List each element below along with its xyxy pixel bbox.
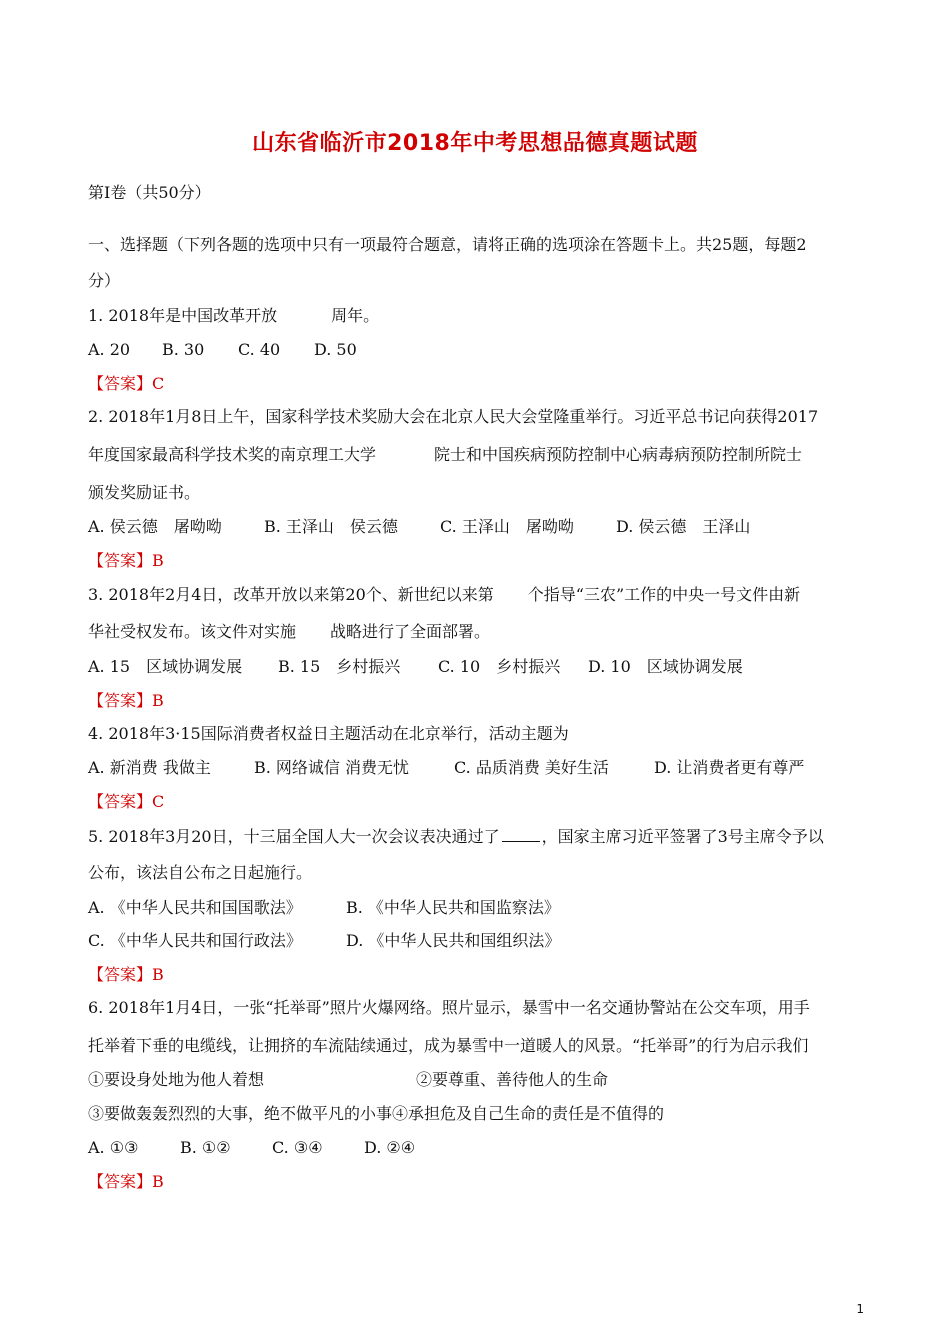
question-3-option-d: D. 10 区域协调发展: [588, 657, 743, 676]
answer-label: 【答案】: [88, 374, 153, 393]
answer-label: 【答案】: [88, 691, 153, 710]
question-6-option-d: D. ②④: [364, 1138, 416, 1157]
question-1-option-d: D. 50: [314, 340, 357, 359]
question-4-answer: [88, 791, 164, 813]
question-2-option-a: A. 侯云德 屠呦呦: [88, 517, 222, 536]
answer-value: C: [152, 792, 165, 811]
question-2-answer: [88, 550, 164, 572]
question-3-line-2b: 战略进行了全面部署。: [330, 622, 491, 641]
question-4-option-b: B. 网络诚信 消费无忧: [254, 758, 410, 777]
question-4-option-d: D. 让消费者更有尊严: [654, 758, 805, 777]
answer-label: 【答案】: [88, 551, 153, 570]
question-2-line-3: 颁发奖励证书。: [88, 483, 201, 502]
section-heading: 第Ⅰ卷（共50分）: [88, 183, 211, 202]
question-5-option-b: B. 《中华人民共和国监察法》: [346, 898, 560, 917]
instructions-line-2: 分）: [88, 271, 121, 290]
answer-value: C: [152, 374, 165, 393]
question-3-line-1b: 个指导“三农”工作的中央一号文件由新: [527, 585, 801, 604]
question-2-option-d: D. 侯云德 王泽山: [616, 517, 751, 536]
question-3-option-a: A. 15 区域协调发展: [88, 657, 243, 676]
question-1-answer: [88, 373, 164, 395]
question-2-line-2a: 年度国家最高科学技术奖的南京理工大学: [88, 445, 377, 464]
question-5-line-1b: ，国家主席习近平签署了3号主席令予以: [541, 827, 824, 846]
question-3-line-1: [88, 584, 800, 606]
page-number: 1: [856, 1302, 864, 1316]
question-5-option-d: D. 《中华人民共和国组织法》: [346, 931, 561, 950]
question-4-line-1: 4. 2018年3·15国际消费者权益日主题活动在北京举行，活动主题为: [88, 724, 569, 743]
question-2-line-2b: 院士和中国疾病预防控制中心病毒病预防控制所院士: [434, 445, 803, 464]
question-5-line-2: 公布，该法自公布之日起施行。: [88, 863, 313, 882]
question-3-line-1a: 3. 2018年2月4日，改革开放以来第20个、新世纪以来第: [88, 585, 494, 604]
question-6-answer: [88, 1171, 164, 1193]
question-2-option-c: C. 王泽山 屠呦呦: [440, 517, 574, 536]
question-5-option-a: A. 《中华人民共和国国歌法》: [88, 898, 302, 917]
question-2-line-2: [88, 444, 802, 466]
instructions-line-1: 一、选择题（下列各题的选项中只有一项最符合题意，请将正确的选项涂在答题卡上。共25题，每题2: [88, 235, 807, 254]
question-5-options-row-1: [88, 897, 560, 919]
question-2-options: [88, 516, 750, 538]
question-1-options: [88, 339, 357, 361]
answer-blank: [502, 825, 540, 842]
question-6-line-1: 6. 2018年1月4日，一张“托举哥”照片火爆网络。照片显示，暴雪中一名交通协警站在公交车项，用手: [88, 998, 810, 1017]
question-1-option-a: A. 20: [88, 340, 131, 359]
question-2-line-1: 2. 2018年1月8日上午，国家科学技术奖励大会在北京人民大会堂隆重举行。习近平总书记向获得2017: [88, 407, 819, 426]
question-3-answer: [88, 690, 164, 712]
question-4-option-a: A. 新消费 我做主: [88, 758, 211, 777]
question-6-items-row-2: [88, 1103, 664, 1125]
question-5-line-1: [88, 825, 824, 848]
question-1-option-b: B. 30: [162, 340, 205, 359]
question-2-option-b: B. 王泽山 侯云德: [264, 517, 398, 536]
question-6-option-b: B. ①②: [180, 1138, 231, 1157]
question-6-item-2: ②要尊重、善待他人的生命: [416, 1070, 609, 1089]
question-6-line-2: 托举着下垂的电缆线，让拥挤的车流陆续通过，成为暴雪中一道暖人的风景。“托举哥”的行为启示我们: [88, 1036, 809, 1055]
question-6-option-a: A. ①③: [88, 1138, 139, 1157]
answer-value: B: [152, 965, 164, 984]
question-5-answer: [88, 964, 164, 986]
question-6-item-1: ①要设身处地为他人着想: [88, 1070, 265, 1089]
question-6-option-c: C. ③④: [272, 1138, 323, 1157]
page-title: 山东省临沂市2018年中考思想品德真题试题: [252, 131, 698, 156]
question-1-option-c: C. 40: [238, 340, 281, 359]
question-1-stem-b: 周年。: [331, 306, 380, 325]
question-6-item-3: ③要做轰轰烈烈的大事，绝不做平凡的小事: [88, 1104, 393, 1123]
question-6-options: [88, 1137, 415, 1159]
answer-label: 【答案】: [88, 965, 153, 984]
question-3-options: [88, 656, 743, 678]
question-6-items-row-1: [88, 1069, 608, 1091]
question-3-line-2: [88, 621, 490, 643]
question-5-options-row-2: [88, 930, 560, 952]
answer-value: B: [152, 551, 164, 570]
question-3-option-b: B. 15 乡村振兴: [278, 657, 401, 676]
answer-value: B: [152, 691, 164, 710]
question-4-option-c: C. 品质消费 美好生活: [454, 758, 609, 777]
question-1-stem-a: 1. 2018年是中国改革开放: [88, 306, 278, 325]
question-1-stem: [88, 305, 379, 327]
question-6-item-4: ④承担危及自己生命的责任是不值得的: [392, 1104, 665, 1123]
answer-value: B: [152, 1172, 164, 1191]
answer-label: 【答案】: [88, 1172, 153, 1191]
question-4-options: [88, 757, 804, 779]
question-5-line-1a: 5. 2018年3月20日，十三届全国人大一次会议表决通过了: [88, 827, 500, 846]
question-3-line-2a: 华社受权发布。该文件对实施: [88, 622, 297, 641]
answer-label: 【答案】: [88, 792, 153, 811]
question-3-option-c: C. 10 乡村振兴: [438, 657, 561, 676]
question-5-option-c: C. 《中华人民共和国行政法》: [88, 931, 302, 950]
